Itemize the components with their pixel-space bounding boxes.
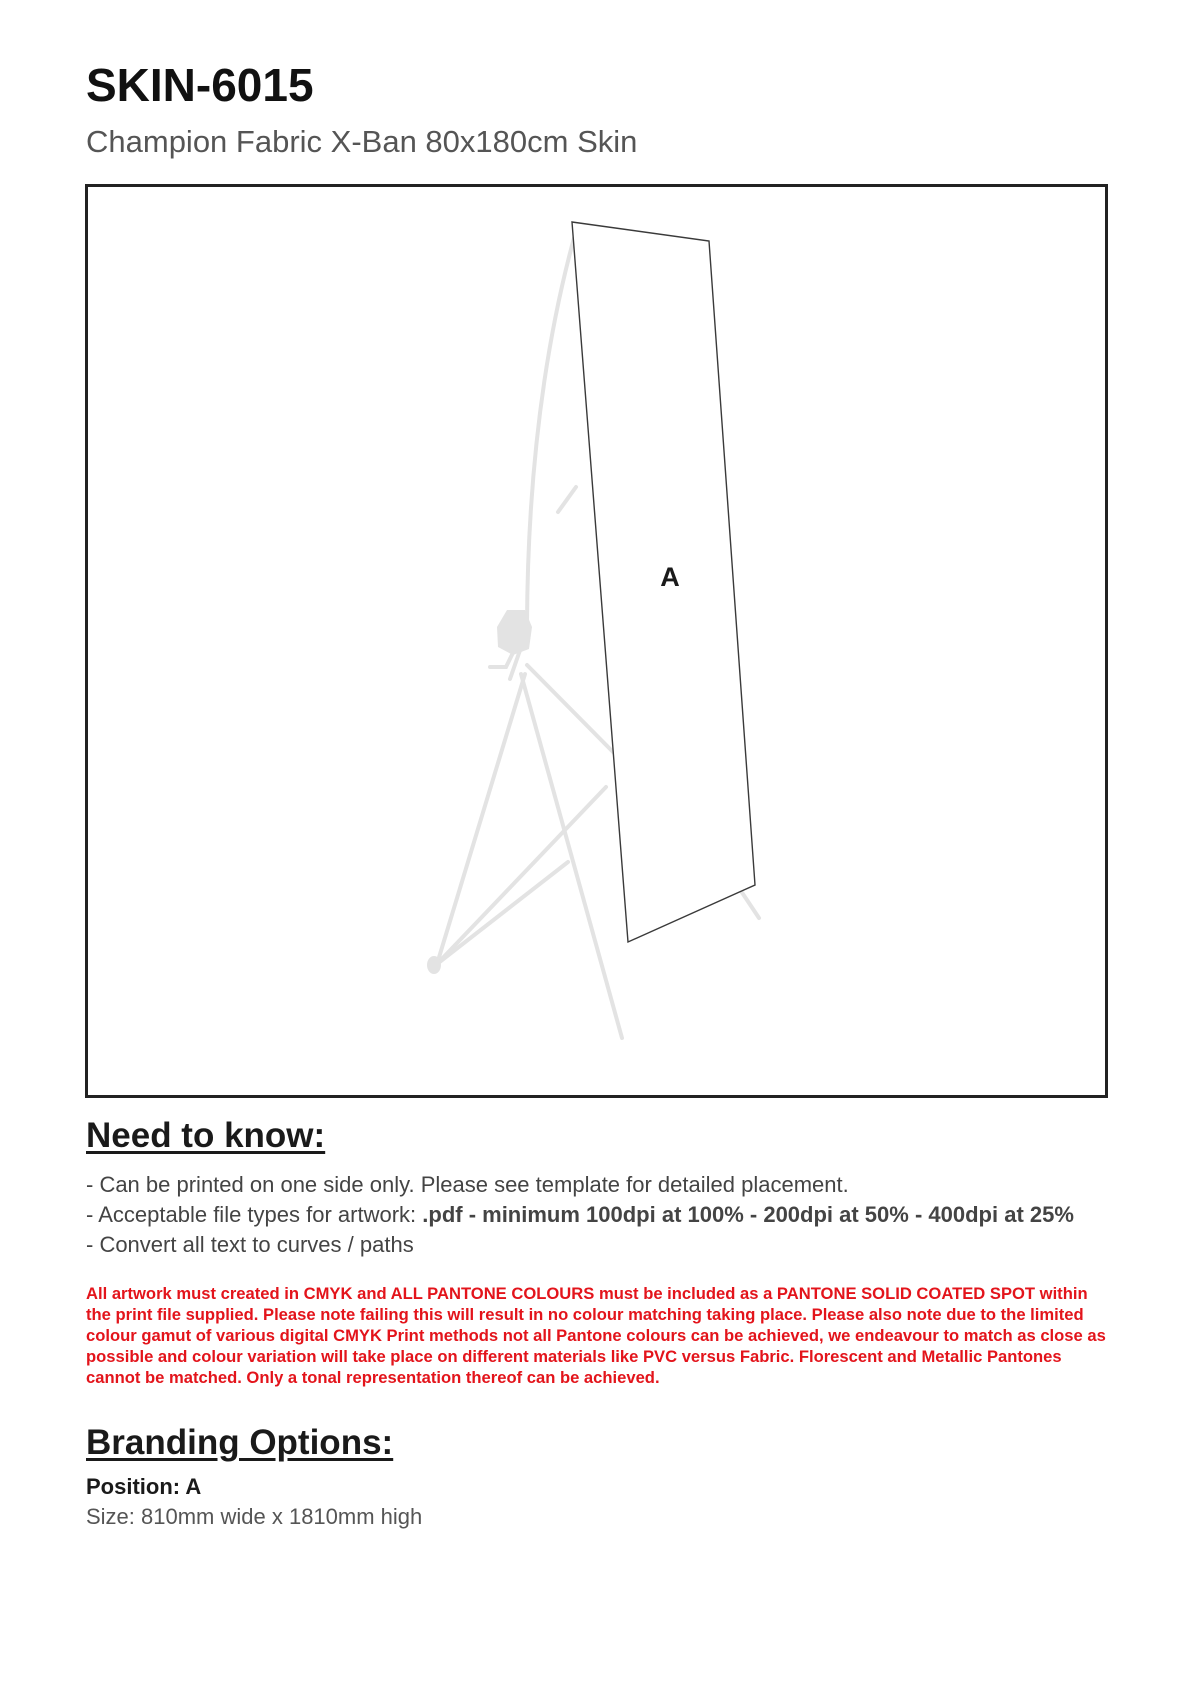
branding-size: Size: 810mm wide x 1810mm high (86, 1504, 423, 1529)
colour-warning: All artwork must created in CMYK and ALL PANTONE COLOURS must be included as a PANTONE SOLID COATED SPOT within the print file supplied. Please note failing this will result in no colour matching taking place. Please also note due to the limited colour gamut of various digital CMYK Print methods not all Pantone colours can be achieved, we endeavour to match as close as possible and colour variation will take place on different materials like PVC versus Fabric. Florescent and Metallic Pantones cannot be matched. Only a tonal representation thereof can be achieved. (86, 1284, 1106, 1387)
need-to-know-list (86, 1170, 1074, 1260)
left-foot-cap (427, 956, 441, 974)
position-marker-a: A (660, 562, 680, 592)
cross-brace-2 (437, 862, 568, 964)
upper-brace (558, 487, 576, 512)
product-name: Champion Fabric X-Ban 80x180cm Skin (86, 124, 638, 159)
front-leg (521, 674, 622, 1038)
product-diagram (85, 184, 1108, 1098)
note-item: - Acceptable file types for artwork: .pdf - minimum 100dpi at 100% - 200dpi at 50% - 400dpi at 25% (86, 1202, 1074, 1227)
need-to-know-heading: Need to know: (86, 1116, 326, 1155)
branding-position: Position: A (86, 1474, 202, 1499)
hub-joint (497, 610, 532, 655)
branding-options-heading: Branding Options: (86, 1423, 394, 1462)
note-item: - Can be printed on one side only. Please see template for detailed placement. (86, 1172, 849, 1197)
x-banner-illustration (88, 187, 1105, 1095)
upper-rod (527, 238, 574, 624)
note-item: - Convert all text to curves / paths (86, 1232, 414, 1257)
file-type-requirements: .pdf - minimum 100dpi at 100% - 200dpi at 50% - 400dpi at 25% (422, 1202, 1074, 1227)
product-code: SKIN-6015 (86, 59, 314, 111)
